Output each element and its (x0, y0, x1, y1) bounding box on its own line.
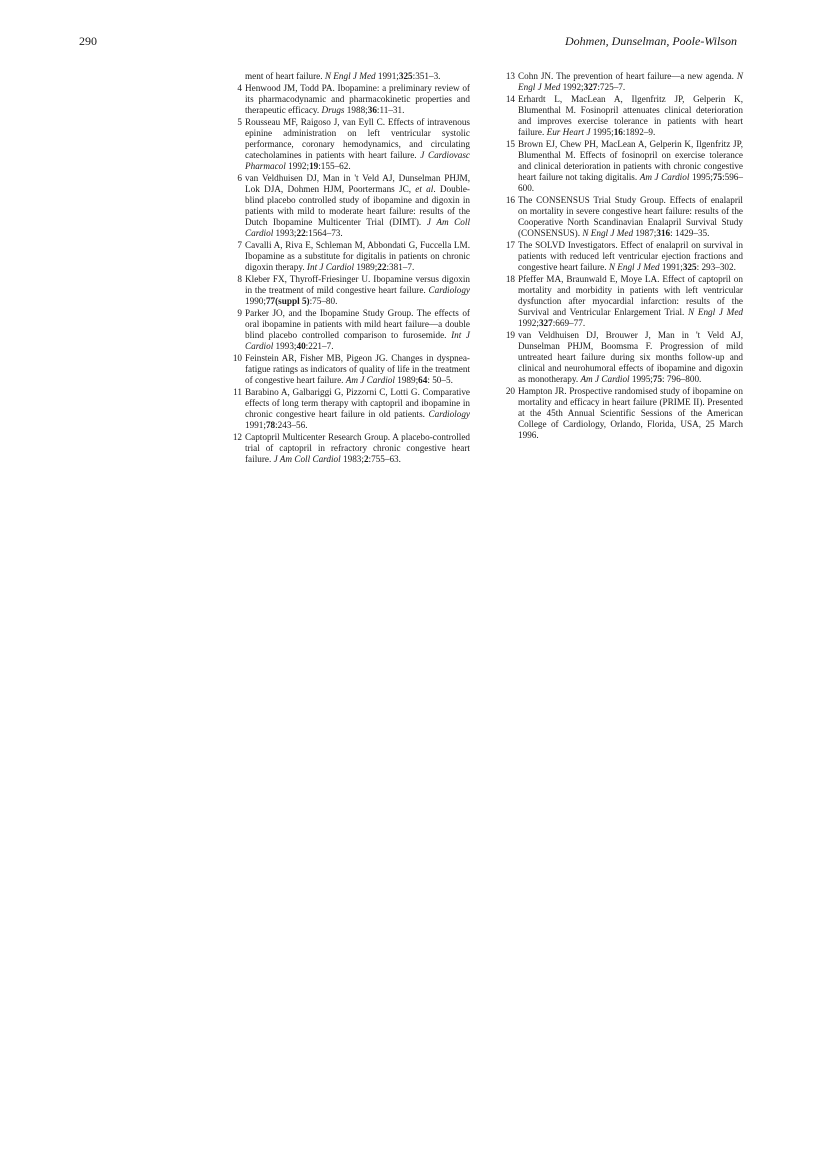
reference-text: : 1429–35. (670, 228, 710, 238)
reference-item (503, 94, 743, 138)
reference-number: 17 (505, 240, 515, 250)
reference-text: 22 (296, 228, 306, 238)
reference-text: 36 (367, 105, 377, 115)
reference-text: Drugs (321, 105, 345, 115)
reference-text: 22 (377, 262, 387, 272)
reference-text: 1990; (245, 296, 266, 306)
reference-text: Rousseau MF, Raigoso J, van Eyll C. Effects of intravenous epinine administration on left ventricular systolic performance, coronary hemodynamics, and circulating catecholamines in patients with heart failure. (245, 117, 470, 160)
reference-text: Henwood JM, Todd PA. Ibopamine: a preliminary review of its pharmacodynamic and pharmacokinetic properties and therapeutic efficacy. (245, 83, 470, 115)
reference-text: 325 (682, 262, 697, 272)
reference-text: Feinstein AR, Fisher MB, Pigeon JG. Changes in dyspnea-fatigue ratings as indicators of quality of life in the treatment of congestive heart failure. (245, 353, 470, 385)
reference-text: The SOLVD Investigators. Effect of enalapril on survival in patients with reduced left ventricular ejection fractions and congestive heart failure. (518, 240, 743, 272)
reference-item (230, 71, 470, 82)
reference-text: J Am Coll Cardiol (273, 454, 341, 464)
reference-item (503, 71, 743, 93)
reference-text: The CONSENSUS Trial Study Group. Effects of enalapril on mortality in severe congestive heart failure: results of the Cooperative North Scandinavian Enalapril Survival Study (CONSENSUS). (518, 195, 743, 238)
reference-item (503, 139, 743, 194)
reference-number: 8 (237, 274, 242, 284)
reference-text: 1991; (245, 420, 266, 430)
reference-number: 11 (233, 387, 242, 397)
reference-text: 40 (296, 341, 306, 351)
reference-number: 7 (237, 240, 242, 250)
reference-text: . Double-blind placebo controlled study of ibopamine and digoxin in patients with mild to moderate heart failure: results of the Dutch Ibopamine Multicenter Trial (DIMT). (245, 184, 470, 227)
reference-text: Am J Cardiol (345, 375, 395, 385)
page-number: 290 (79, 34, 97, 48)
reference-text: ment of heart failure. (245, 71, 325, 81)
reference-text: 64 (418, 375, 428, 385)
reference-number: 15 (505, 139, 515, 149)
reference-text: 75 (712, 172, 723, 182)
reference-item (230, 308, 470, 352)
reference-item (230, 353, 470, 386)
reference-text: 1989; (394, 375, 419, 385)
reference-item (503, 386, 743, 441)
reference-text: 1991; (659, 262, 683, 272)
reference-text: 1983; (340, 454, 364, 464)
reference-text: 16 (613, 127, 623, 137)
reference-text: Barabino A, Galbariggi G, Pizzorni C, Lotti G. Comparative effects of long term therapy with captopril and ibopamine in chronic congestive heart failure in old patients. (245, 387, 470, 419)
reference-item (230, 240, 470, 273)
reference-item (230, 432, 470, 465)
references-left-column (230, 71, 470, 466)
reference-text: Cardiology (428, 285, 470, 295)
reference-text: :755–63. (368, 454, 401, 464)
reference-text: 75 (652, 374, 663, 384)
reference-item (230, 387, 470, 431)
reference-text: 19 (309, 161, 319, 171)
reference-text: 1995; (689, 172, 713, 182)
reference-text: :381–7. (386, 262, 415, 272)
reference-text: :75–80. (309, 296, 338, 306)
running-head: Dohmen, Dunselman, Poole-Wilson (565, 34, 737, 48)
reference-text: 1992; (285, 161, 310, 171)
reference-number: 12 (232, 432, 242, 442)
reference-text: 1988; (344, 105, 368, 115)
reference-text: Am J Cardiol (580, 374, 630, 384)
reference-text: :155–62. (318, 161, 351, 171)
reference-text: 1989; (354, 262, 378, 272)
reference-text: 1991; (375, 71, 399, 81)
reference-text: van Veldhuisen DJ, Man in 't Veld AJ, Dunselman PHJM, Lok DJA, Dohmen HJM, Poortermans JC, (245, 173, 470, 194)
reference-text: 327 (583, 82, 598, 92)
reference-item (503, 330, 743, 385)
reference-text: et al (415, 184, 434, 194)
reference-text: : 50–5. (427, 375, 453, 385)
reference-item (230, 173, 470, 239)
reference-text: N Engl J Med (518, 71, 743, 92)
reference-item (503, 274, 743, 329)
reference-text: :351–3. (412, 71, 441, 81)
reference-text: 1987; (633, 228, 657, 238)
reference-number: 13 (505, 71, 515, 81)
reference-text: Am J Cardiol (639, 172, 690, 182)
reference-text: Captopril Multicenter Research Group. A placebo-controlled trial of captopril in refractory chronic congestive heart failure. (245, 432, 470, 464)
reference-text: N Engl J Med (688, 307, 743, 317)
reference-number: 5 (237, 117, 242, 127)
reference-text: :1564–73. (305, 228, 343, 238)
reference-text: N Engl J Med (582, 228, 634, 238)
references-right-column (503, 71, 743, 442)
reference-text: Brown EJ, Chew PH, MacLean A, Gelperin K, Ilgenfritz JP, Blumenthal M. Effects of fosinopril on exercise tolerance and clinical deterioration in patients with chronic congestive heart failure not taking digitalis. (518, 139, 743, 182)
reference-number: 6 (237, 173, 242, 183)
reference-text: 1992; (560, 82, 584, 92)
reference-text: :669–77. (552, 318, 586, 328)
reference-text: :725–7. (597, 82, 626, 92)
reference-text: 1992; (518, 318, 539, 328)
reference-item (503, 240, 743, 273)
reference-text: Pfeffer MA, Braunwald E, Moye LA. Effect of captopril on mortality and morbidity in patients with left ventricular dysfunction after myocardial infarction: results of the Survival and Ventricular Enlargement Trial. (518, 274, 743, 317)
reference-text: Cohn JN. The prevention of heart failure—a new agenda. (518, 71, 737, 81)
reference-number: 20 (505, 386, 515, 396)
reference-text: :1892–9. (622, 127, 656, 137)
reference-text: Erhardt L, MacLean A, Ilgenfritz JP, Gelperin K, Blumenthal M. Fosinopril attenuates clinical deterioration and improves exercise tolerance in patients with heart failure. (518, 94, 743, 137)
reference-item (503, 195, 743, 239)
reference-text: 316 (656, 228, 671, 238)
reference-number: 9 (237, 308, 242, 318)
reference-text: van Veldhuisen DJ, Brouwer J, Man in 't Veld AJ, Dunselman PHJM, Boomsma F. Progression of mild untreated heart failure during six months follow-up and clinical and neurohumoral effects of ibopamine and digoxin as monotherapy. (518, 330, 743, 384)
reference-text: 2 (363, 454, 369, 464)
reference-text: Eur Heart J (546, 127, 591, 137)
reference-text: :11–31. (376, 105, 405, 115)
reference-number: 10 (232, 353, 242, 363)
reference-item (230, 117, 470, 172)
reference-number: 4 (237, 83, 242, 93)
reference-text: Parker JO, and the Ibopamine Study Group. The effects of oral ibopamine in patients with mild heart failure—a double blind placebo controlled comparison to furosemide. (245, 308, 470, 340)
reference-text: 325 (398, 71, 413, 81)
reference-text: : 293–302. (696, 262, 736, 272)
reference-text: 327 (538, 318, 553, 328)
reference-text: : 796–800. (662, 374, 702, 384)
reference-item (230, 274, 470, 307)
reference-text: :596–600. (518, 172, 743, 193)
reference-number: 18 (505, 274, 515, 284)
reference-text: :243–56. (275, 420, 308, 430)
reference-text: N Engl J Med (324, 71, 376, 81)
reference-text: Kleber FX, Thyroff-Friesinger U. Ibopamine versus digoxin in the treatment of mild congestive heart failure. (245, 274, 470, 295)
reference-text: :221–7. (305, 341, 334, 351)
reference-text: J Am Coll Cardiol (245, 217, 470, 238)
reference-number: 14 (505, 94, 515, 104)
reference-number: 19 (505, 330, 515, 340)
reference-text: Cardiology (428, 409, 470, 419)
reference-item (230, 83, 470, 116)
reference-text: Hampton JR. Prospective randomised study of ibopamine on mortality and efficacy in heart failure (PRIME II). Presented at the 45th Annual Scientific Sessions of the American College of Cardiology, Orlando, Florida, USA, 25 March 1996. (518, 386, 743, 440)
reference-text: 1993; (273, 341, 297, 351)
reference-text: 78 (265, 420, 276, 430)
reference-text: 77(suppl 5) (265, 296, 310, 306)
reference-text: 1995; (590, 127, 614, 137)
reference-text: J Cardiovasc Pharmacol (245, 150, 470, 171)
reference-number: 16 (505, 195, 515, 205)
reference-text: Int J Cardiol (306, 262, 355, 272)
reference-text: Cavalli A, Riva E, Schleman M, Abbondati G, Fuccella LM. Ibopamine as a substitute for digitalis in patients on chronic digoxin therapy. (245, 240, 470, 272)
reference-text: 1995; (629, 374, 653, 384)
reference-text: 1993; (273, 228, 297, 238)
reference-text: Int J Cardiol (245, 330, 470, 351)
reference-text: N Engl J Med (608, 262, 660, 272)
